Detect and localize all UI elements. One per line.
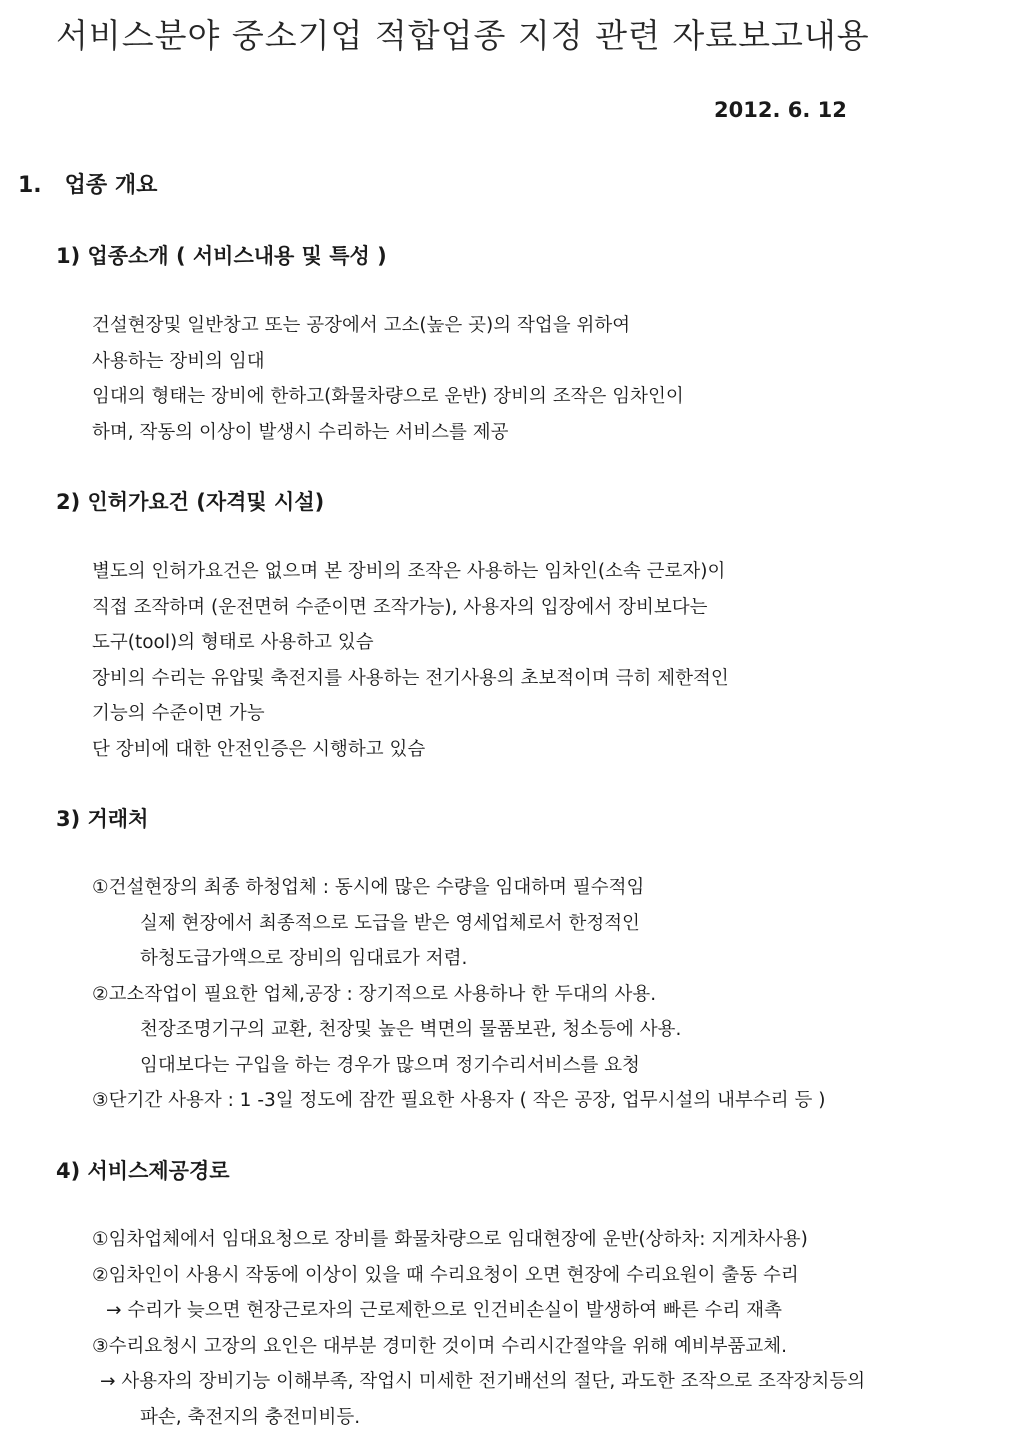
- list-item-continuation: 하청도급가액으로 장비의 임대료가 저렴.: [140, 948, 468, 969]
- list-item-continuation: → 수리가 늦으면 현장근로자의 근로제한으로 인건비손실이 발생하여 빠른 수리 재촉: [106, 1300, 783, 1321]
- subsection-body-1: [92, 308, 684, 450]
- list-item-continuation: 파손, 축전지의 충전미비등.: [140, 1406, 361, 1428]
- subsection-body-4: [92, 1222, 865, 1435]
- document-date: 2012. 6. 12: [714, 98, 847, 122]
- subsection-heading-4: 4) 서비스제공경로: [56, 1159, 230, 1183]
- body-line: 임대의 형태는 장비에 한하고(화물차량으로 운반) 장비의 조작은 임차인이: [92, 386, 684, 407]
- list-item: ③수리요청시 고장의 요인은 대부분 경미한 것이며 수리시간절약을 위해 예비부품교체.: [92, 1335, 787, 1357]
- section-number: 1.: [18, 173, 42, 198]
- body-line: 기능의 수준이면 가능: [92, 703, 265, 724]
- subsection-heading-2: 2) 인허가요건 (자격및 시설): [56, 490, 325, 514]
- body-line: 장비의 수리는 유압및 축전지를 사용하는 전기사용의 초보적이며 극히 제한적인: [92, 667, 729, 689]
- subsection-body-3: [92, 870, 825, 1119]
- body-line: 도구(tool)의 형태로 사용하고 있슴: [92, 632, 374, 653]
- body-line: 단 장비에 대한 안전인증은 시행하고 있슴: [92, 738, 426, 760]
- subsection-heading-1: 1) 업종소개 ( 서비스내용 및 특성 ): [56, 244, 387, 268]
- list-item-continuation: 실제 현장에서 최종적으로 도급을 받은 영세업체로서 한정적인: [140, 912, 640, 934]
- list-item: ②고소작업이 필요한 업체,공장 : 장기적으로 사용하나 한 두대의 사용.: [92, 983, 657, 1005]
- list-item: ③단기간 사용자 : 1 -3일 정도에 잠깐 필요한 사용자 ( 작은 공장, 업무시설의 내부수리 등 ): [92, 1090, 826, 1111]
- body-line: 건설현장및 일반창고 또는 공장에서 고소(높은 곳)의 작업을 위하여: [92, 315, 631, 336]
- list-item-continuation: 임대보다는 구입을 하는 경우가 많으며 정기수리서비스를 요청: [140, 1054, 640, 1076]
- list-item: ①임차업체에서 임대요청으로 장비를 화물차량으로 임대현장에 운반(상하차: 지게차사용): [92, 1229, 808, 1250]
- document-title: 서비스분야 중소기업 적합업종 지정 관련 자료보고내용: [56, 16, 870, 55]
- body-line: 직접 조작하며 (운전면허 수준이면 조작가능), 사용자의 입장에서 장비보다는: [92, 596, 708, 618]
- subsection-body-2: [92, 554, 729, 767]
- body-line: 하며, 작동의 이상이 발생시 수리하는 서비스를 제공: [92, 421, 509, 443]
- subsection-heading-3: 3) 거래처: [56, 807, 149, 831]
- section-title: 업종 개요: [64, 173, 158, 198]
- list-item-continuation: → 사용자의 장비기능 이해부족, 작업시 미세한 전기배선의 절단, 과도한 조작으로 조작장치등의: [100, 1371, 866, 1392]
- list-item: ①건설현장의 최종 하청업체 : 동시에 많은 수량을 임대하며 필수적임: [92, 877, 645, 898]
- body-line: 사용하는 장비의 임대: [92, 350, 265, 372]
- section-heading: [18, 168, 157, 199]
- list-item-continuation: 천장조명기구의 교환, 천장및 높은 벽면의 물품보관, 청소등에 사용.: [140, 1019, 682, 1040]
- body-line: 별도의 인허가요건은 없으며 본 장비의 조작은 사용하는 임차인(소속 근로자)이: [92, 561, 726, 582]
- list-item: ②임차인이 사용시 작동에 이상이 있을 때 수리요청이 오면 현장에 수리요원이 출동 수리: [92, 1264, 799, 1286]
